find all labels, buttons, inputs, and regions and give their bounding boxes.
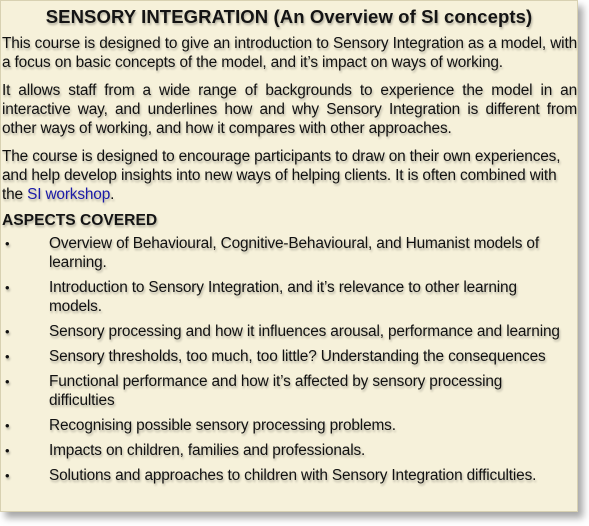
bullet-icon: • bbox=[5, 374, 10, 389]
approach-paragraph: It allows staff from a wide range of backgrounds to experience the model in an interactive way, and underlines how and why Sensory Integration is different from other ways of working, and how it compares with other approaches. bbox=[2, 82, 577, 137]
bullet-icon: • bbox=[5, 349, 10, 364]
intro-paragraph: This course is designed to give an introduction to Sensory Integration as a model, with a focus on basic concepts of the model, and it’s impact on ways of working. bbox=[2, 35, 577, 71]
list-item bbox=[1, 347, 577, 366]
list-item bbox=[1, 278, 577, 316]
aspects-list bbox=[1, 234, 577, 485]
list-item bbox=[1, 441, 577, 460]
experience-paragraph bbox=[1, 147, 577, 204]
list-item-text: Sensory processing and how it influences arousal, performance and learning bbox=[49, 323, 560, 340]
list-item-text: Functional performance and how it’s affected by sensory processing difficulties bbox=[49, 373, 503, 409]
list-item-text: Introduction to Sensory Integration, and it’s relevance to other learning models. bbox=[49, 279, 517, 315]
list-item-text: Sensory thresholds, too much, too little? Understanding the consequences bbox=[49, 348, 546, 365]
list-item-text: Impacts on children, families and professionals. bbox=[49, 442, 366, 459]
list-item bbox=[1, 416, 577, 435]
list-item bbox=[1, 322, 577, 341]
experience-paragraph-text: The course is designed to encourage participants to draw on their own experiences, and help develop insights into new ways of helping clients. It is often combined with the bbox=[2, 148, 561, 203]
list-item-text: Solutions and approaches to children with Sensory Integration difficulties. bbox=[49, 467, 537, 484]
bullet-icon: • bbox=[5, 236, 10, 251]
bullet-icon: • bbox=[5, 443, 10, 458]
experience-paragraph-end: . bbox=[110, 186, 115, 203]
bullet-icon: • bbox=[5, 280, 10, 295]
bullet-icon: • bbox=[5, 468, 10, 483]
page-title: SENSORY INTEGRATION (An Overview of SI concepts) bbox=[45, 6, 533, 27]
list-item bbox=[1, 372, 577, 410]
aspects-heading: ASPECTS COVERED bbox=[2, 212, 158, 229]
list-item bbox=[1, 466, 577, 485]
bullet-icon: • bbox=[5, 418, 10, 433]
bullet-icon: • bbox=[5, 324, 10, 339]
list-item-text: Overview of Behavioural, Cognitive-Behavioural, and Humanist models of learning. bbox=[49, 235, 539, 271]
si-workshop-link[interactable]: SI workshop bbox=[27, 186, 111, 203]
list-item-text: Recognising possible sensory processing problems. bbox=[49, 417, 396, 434]
list-item bbox=[1, 234, 577, 272]
